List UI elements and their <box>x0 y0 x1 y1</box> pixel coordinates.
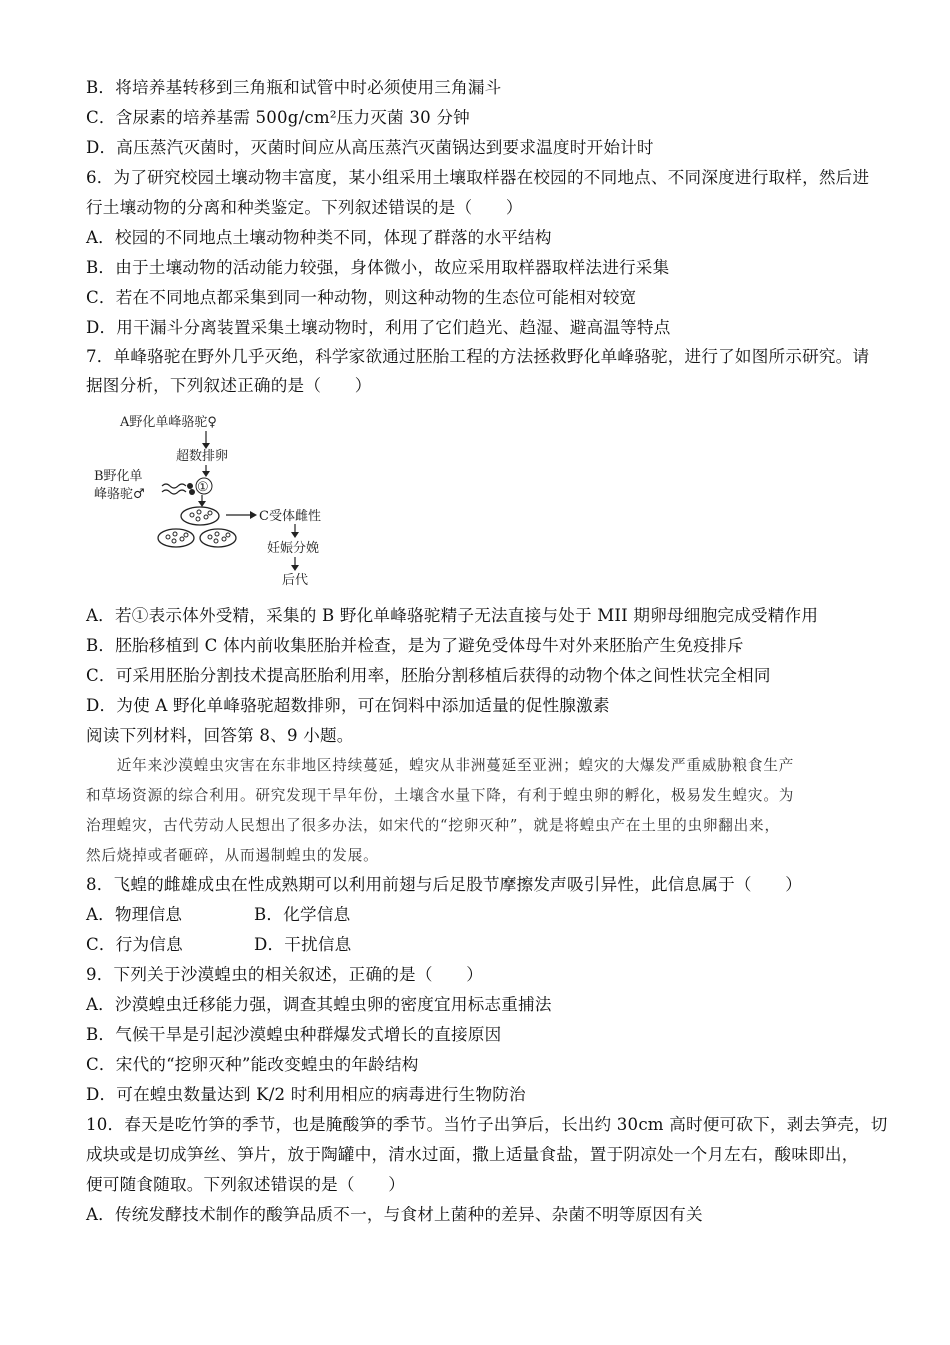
sperm-icon <box>162 484 186 488</box>
q8-options-row2 <box>86 935 876 955</box>
q7-stem-line2: 据图分析，下列叙述正确的是（ ） <box>86 376 372 395</box>
q5-option-d: D．高压蒸汽灭菌时，灭菌时间应从高压蒸汽灭菌锅达到要求温度时开始计时 <box>86 138 654 157</box>
q10-stem-line2: 成块或是切成笋丝、笋片，放于陶罐中，清水过面，撒上适量食盐，置于阴凉处一个月左右，酸味即出， <box>86 1145 859 1164</box>
q7-option-a: A．若①表示体外受精，采集的 B 野化单峰骆驼精子无法直接与处于 MII 期卵母细胞完成受精作用 <box>86 606 819 625</box>
q6-stem-line1: 6．为了研究校园土壤动物丰富度，某小组采用土壤取样器在校园的不同地点、不同深度进行取样，然后进 <box>86 168 870 187</box>
q8-options-row1 <box>86 905 876 925</box>
q7-option-d: D．为使 A 野化单峰骆驼超数排卵，可在饲料中添加适量的促性腺激素 <box>86 696 610 715</box>
q6-stem-line2: 行土壤动物的分离和种类鉴定。下列叙述错误的是（ ） <box>86 198 523 217</box>
q8-stem: 8．飞蝗的雌雄成虫在性成熟期可以利用前翅与后足股节摩擦发声吸引异性，此信息属于（ ） <box>86 875 803 894</box>
sperm-icon <box>162 490 186 494</box>
q8-option-c: C．行为信息 <box>86 935 183 954</box>
q9-option-a: A．沙漠蝗虫迁移能力强，调查其蝗虫卵的密度宜用标志重捕法 <box>86 995 552 1014</box>
passage-line4: 然后烧掉或者砸碎，从而遏制蝗虫的发展。 <box>86 847 379 864</box>
embryo-dish-icon <box>158 529 194 547</box>
q10-stem-line1: 10．春天是吃竹笋的季节，也是腌酸笋的季节。当竹子出笋后，长出约 30cm 高时便可砍下，剥去笋壳，切 <box>86 1115 888 1134</box>
diagram-offspring: 后代 <box>282 573 309 588</box>
q6-option-d: D．用干漏斗分离装置采集土壤动物时，利用了它们趋光、趋湿、避高温等特点 <box>86 318 671 337</box>
q6-option-b: B．由于土壤动物的活动能力较强，身体微小，故应采用取样器取样法进行采集 <box>86 258 670 277</box>
passage-line3: 治理蝗灾，古代劳动人民想出了很多办法，如宋代的“挖卵灭种”，就是将蝗虫产在土里的虫卵翻出来， <box>86 817 780 834</box>
q5-option-c: C．含尿素的培养基需 500g/cm²压力灭菌 30 分钟 <box>86 108 470 127</box>
q9-option-b: B．气候干旱是引起沙漠蝗虫种群爆发式增长的直接原因 <box>86 1025 502 1044</box>
diagram-a-label: A野化单峰骆驼♀ <box>120 415 217 430</box>
q9-option-c: C．宋代的“挖卵灭种”能改变蝗虫的年龄结构 <box>86 1055 419 1074</box>
diagram-b-label-line1: B野化单 <box>94 469 143 484</box>
q10-stem-line3: 便可随食随取。下列叙述错误的是（ ） <box>86 1175 406 1194</box>
q6-option-c: C．若在不同地点都采集到同一种动物，则这种动物的生态位可能相对较宽 <box>86 288 637 307</box>
diagram-superovulation: 超数排卵 <box>176 449 229 464</box>
q5-option-b: B．将培养基转移到三角瓶和试管中时必须使用三角漏斗 <box>86 78 502 97</box>
q8-option-d: D．干扰信息 <box>254 935 352 954</box>
q8-option-a: A．物理信息 <box>86 905 183 924</box>
passage-line1: 近年来沙漠蝗虫灾害在东非地区持续蔓延，蝗灾从非洲蔓延至亚洲；蝗灾的大爆发严重威胁粮食生产 <box>86 757 795 774</box>
q8-option-b: B．化学信息 <box>254 905 351 924</box>
q7-option-b: B．胚胎移植到 C 体内前收集胚胎并检查，是为了避免受体母牛对外来胚胎产生免疫排斥 <box>86 636 744 655</box>
diagram-c-label: C受体雌性 <box>259 509 321 524</box>
embryo-dish-icon <box>200 529 236 547</box>
passage-line2: 和草场资源的综合利用。研究发现干旱年份，土壤含水量下降，有利于蝗虫卵的孵化，极易发生蝗灾。为 <box>86 787 795 804</box>
q7-option-c: C．可采用胚胎分割技术提高胚胎利用率，胚胎分割移植后获得的动物个体之间性状完全相同 <box>86 666 771 685</box>
embryo-transfer-diagram <box>86 402 356 602</box>
q7-stem-line1: 7．单峰骆驼在野外几乎灭绝，科学家欲通过胚胎工程的方法拯救野化单峰骆驼，进行了如图所示研究。请 <box>86 347 870 366</box>
reading-instruction: 阅读下列材料，回答第 8、9 小题。 <box>86 726 354 745</box>
diagram-b-label-line2: 峰骆驼♂ <box>94 487 145 502</box>
diagram-pregnancy: 妊娠分娩 <box>267 541 320 556</box>
q9-stem: 9．下列关于沙漠蝗虫的相关叙述，正确的是（ ） <box>86 965 484 984</box>
diagram-step1: ① <box>197 480 209 495</box>
q6-option-a: A．校园的不同地点土壤动物种类不同，体现了群落的水平结构 <box>86 228 552 247</box>
embryo-dish-icon <box>181 507 219 525</box>
q10-option-a: A．传统发酵技术制作的酸笋品质不一，与食材上菌种的差异、杂菌不明等原因有关 <box>86 1205 703 1224</box>
q9-option-d: D．可在蝗虫数量达到 K/2 时利用相应的病毒进行生物防治 <box>86 1085 526 1104</box>
